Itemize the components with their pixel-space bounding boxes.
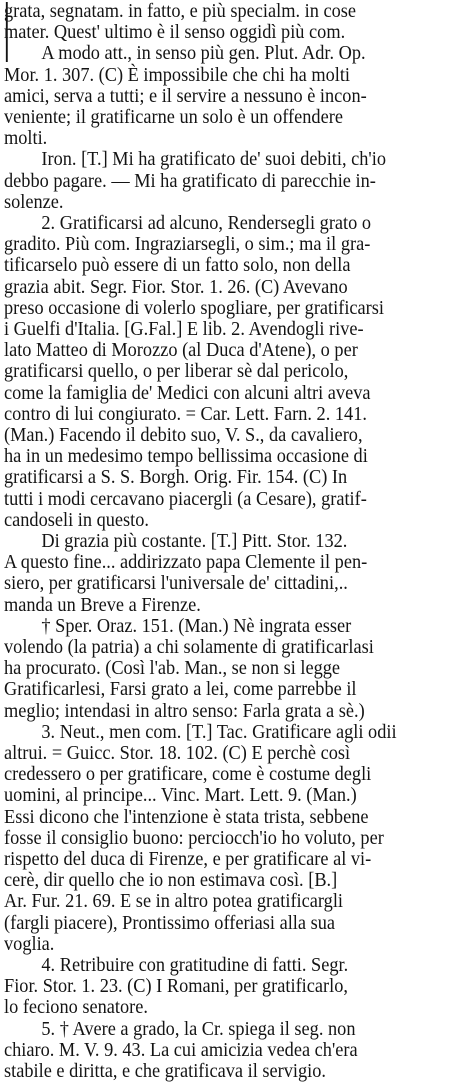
text-line: Essi dicono che l'intenzione è stata trista, sebbene	[4, 806, 369, 828]
text-line: mater. Quest' ultimo è il senso oggidì più com.	[4, 22, 346, 44]
text-line: stabile e diritta, e che gratificava il servigio.	[4, 1061, 327, 1082]
text-line: uomini, al principe... Vinc. Mart. Lett. 9. (Man.)	[4, 785, 357, 807]
text-line: preso occasione di volerlo spogliare, per gratificarsi	[4, 297, 385, 319]
text-line: grazia abit. Segr. Fior. Stor. 1. 26. (C) Avevano	[4, 276, 348, 298]
dictionary-page	[4, 0, 469, 1084]
text-line: amici, serva a tutti; e il servire a nessuno è incon-	[4, 85, 367, 107]
text-line: 5. † Avere a grado, la Cr. spiega il seg. non	[41, 1018, 356, 1040]
text-line: grata, segnatam. in fatto, e più specialm. in cose	[4, 1, 357, 22]
text-line: rispetto del duca di Firenze, e per gratificare al vi-	[4, 849, 372, 870]
text-line: credessero o per gratificare, come è costume degli	[4, 764, 372, 786]
text-line: volendo (la patria) a chi solamente di gratificarlasi	[4, 637, 374, 658]
text-line: cerè, dir quello che io non estimava così. [B.]	[4, 870, 338, 892]
text-line: A modo att., in senso più gen. Plut. Adr. Op.	[41, 43, 366, 65]
text-line: Ar. Fur. 21. 69. E se in altro potea gratificargli	[4, 891, 344, 913]
text-line: altrui. = Guicc. Stor. 18. 102. (C) E perchè così	[4, 743, 351, 764]
text-line: lato Matteo di Morozzo (al Duca d'Atene), o per	[4, 340, 358, 362]
text-line: lo feciono senatore.	[4, 997, 148, 1019]
text-line: Gratificarlesi, Farsi grato a lei, come parrebbe il	[4, 679, 357, 701]
text-line: gratificarsi quello, o per liberar sè dal pericolo,	[4, 361, 349, 383]
text-line: molti.	[4, 128, 48, 150]
text-line: tutti i modi cercavano piacergli (a Cesare), gratif-	[4, 488, 367, 510]
text-line: ha procurato. (Così l'ab. Man., se non si legge	[4, 658, 341, 680]
text-line: ha in un medesimo tempo bellissima occasione di	[4, 446, 368, 468]
text-line: fosse il consiglio buono: perciocch'io ho voluto, per	[4, 827, 384, 849]
text-line: Fior. Stor. 1. 23. (C) I Romani, per gratificarlo,	[4, 976, 348, 998]
text-line: gratificarsi a S. S. Borgh. Orig. Fir. 154. (C) In	[4, 467, 348, 489]
text-line: (Man.) Facendo il debito suo, V. S., da cavaliero,	[4, 425, 363, 446]
text-line: 3. Neut., men com. [T.] Tac. Gratificare agli odii	[41, 721, 397, 743]
text-line: i Guelfi d'Italia. [G.Fal.] E lib. 2. Avendogli rive-	[4, 319, 364, 340]
text-line: A questo fine... addirizzato papa Clemente il pen-	[4, 552, 368, 574]
text-line: chiaro. M. V. 9. 43. La cui amicizia vedea ch'era	[4, 1039, 358, 1061]
text-line: 2. Gratificarsi ad alcuno, Rendersegli grato o	[41, 213, 372, 234]
text-line: meglio; intendasi in altro senso: Farla grata a sè.)	[4, 700, 365, 722]
text-line: come la famiglia de' Medici con alcuni altri aveva	[4, 382, 371, 404]
text-line: † Sper. Oraz. 151. (Man.) Nè ingrata esser	[41, 615, 352, 637]
text-line: tificarselo può essere di un fatto solo, non della	[4, 255, 351, 277]
text-line: 4. Retribuire con gratitudine di fatti. Segr.	[41, 955, 349, 976]
text-line: siero, per gratificarsi l'universale de' cittadini,..	[4, 573, 348, 595]
text-line: manda un Breve a Firenze.	[4, 594, 201, 616]
text-line: Di grazia più costante. [T.] Pitt. Stor. 132.	[41, 531, 348, 552]
text-line: veniente; il gratificarne un solo è un offendere	[4, 107, 343, 128]
text-line: voglia.	[4, 933, 55, 955]
text-line: candoseli in questo.	[4, 509, 150, 531]
text-line: Mor. 1. 307. (C) È impossibile che chi ha molti	[4, 64, 351, 86]
text-line: contro di lui congiurato. = Car. Lett. Farn. 2. 141.	[4, 403, 367, 425]
text-line: debbo pagare. — Mi ha gratificato di parecchie in-	[4, 170, 376, 192]
text-line: (fargli piacere), Prontissimo offeriasi alla sua	[4, 912, 336, 934]
text-line: Iron. [T.] Mi ha gratificato de' suoi debiti, ch'io	[41, 149, 386, 171]
text-line: gradito. Più com. Ingraziarsegli, o sim.; ma il gra-	[4, 234, 371, 256]
text-line: solenze.	[4, 191, 64, 213]
